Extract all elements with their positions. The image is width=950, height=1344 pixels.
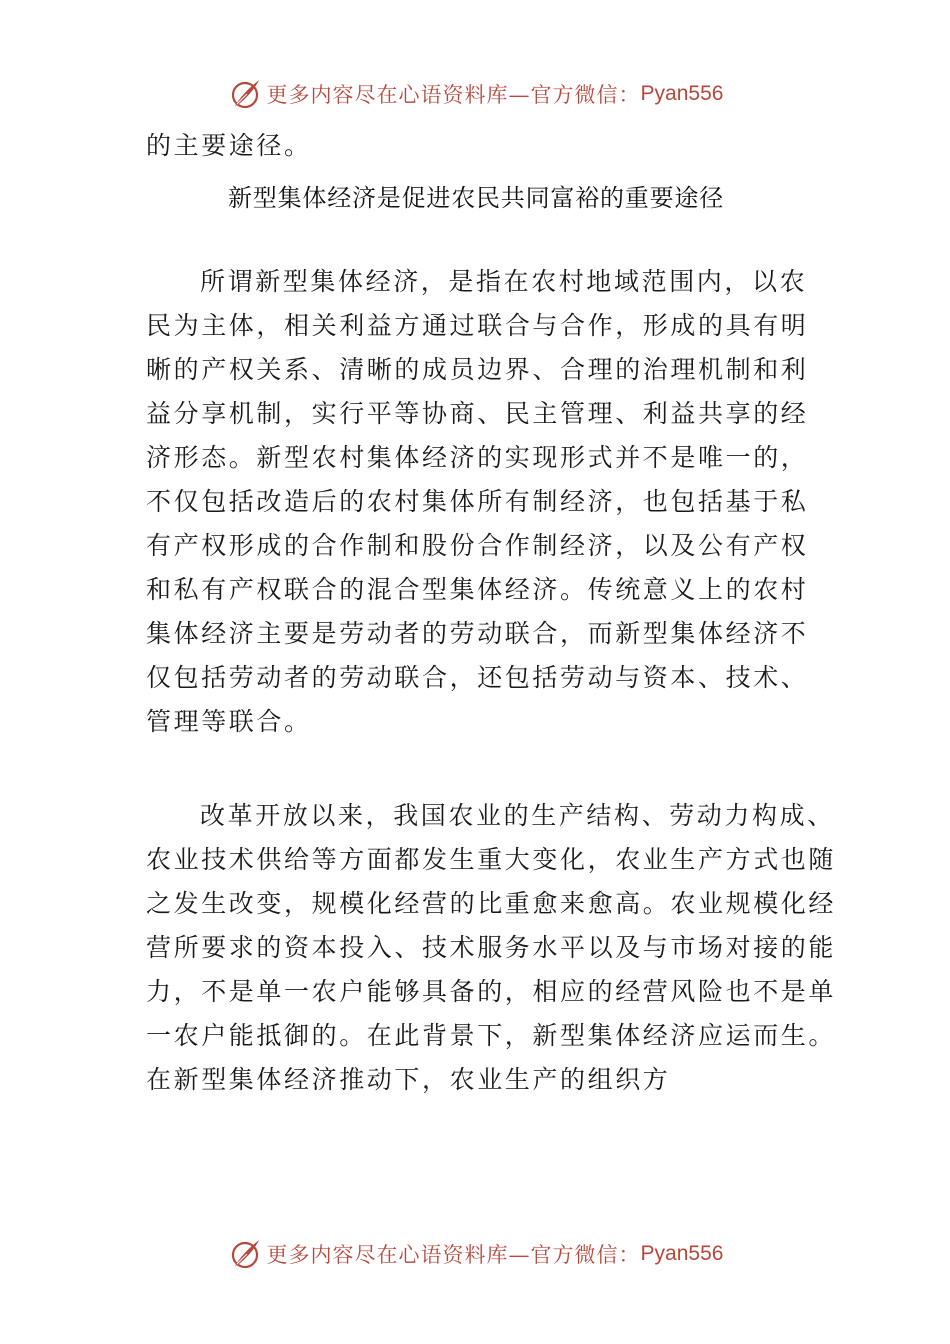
- document-body: [146, 124, 846, 1094]
- text-line: 力，不是单一农户能够具备的，相应的经营风险也不是单: [146, 977, 837, 1006]
- paragraph-1: [146, 260, 808, 744]
- text-line: 仅包括劳动者的劳动联合，还包括劳动与资本、技术、: [146, 663, 809, 692]
- text-line: 晰的产权关系、清晰的成员边界、合理的治理机制和利: [146, 355, 809, 384]
- text-line: 有产权形成的合作制和股份合作制经济，以及公有产权: [146, 531, 809, 560]
- section-heading: 新型集体经济是促进农民共同富裕的重要途径: [228, 184, 724, 212]
- text-line: 集体经济主要是劳动者的劳动联合，而新型集体经济不: [146, 619, 809, 648]
- text-line: 所谓新型集体经济，是指在农村地域范围内，以农: [200, 267, 808, 296]
- text-line: 益分享机制，实行平等协商、民主管理、利益共享的经: [146, 399, 809, 428]
- text-line: 农业技术供给等方面都发生重大变化，农业生产方式也随: [146, 845, 837, 874]
- paragraph-2: [146, 794, 836, 1102]
- text-line: 管理等联合。: [146, 707, 312, 736]
- quill-pen-icon: [227, 76, 263, 112]
- header-banner: [0, 72, 950, 116]
- text-line: 改革开放以来，我国农业的生产结构、劳动力构成、: [200, 801, 835, 830]
- text-line: 济形态。新型农村集体经济的实现形式并不是唯一的，: [146, 443, 809, 472]
- banner-text: 更多内容尽在心语资料库—官方微信：: [266, 1243, 641, 1267]
- text-line: 一农户能抵御的。在此背景下，新型集体经济应运而生。: [146, 1021, 837, 1050]
- wechat-id: Pyan556: [640, 82, 724, 105]
- text-line: 和私有产权联合的混合型集体经济。传统意义上的农村: [146, 575, 809, 604]
- text-line: 营所要求的资本投入、技术服务水平以及与市场对接的能: [146, 933, 837, 962]
- wechat-id: Pyan556: [640, 1242, 724, 1265]
- text-line: 之发生改变，规模化经营的比重愈来愈高。农业规模化经: [146, 889, 837, 918]
- carryover-line: 的主要途径。: [146, 131, 312, 160]
- text-line: 在新型集体经济推动下，农业生产的组织方: [146, 1065, 671, 1094]
- banner-text: 更多内容尽在心语资料库—官方微信：: [266, 83, 641, 107]
- quill-pen-icon: [227, 1236, 263, 1272]
- text-line: 不仅包括改造后的农村集体所有制经济，也包括基于私: [146, 487, 809, 516]
- footer-banner: [0, 1232, 950, 1276]
- text-line: 民为主体，相关利益方通过联合与合作，形成的具有明: [146, 311, 809, 340]
